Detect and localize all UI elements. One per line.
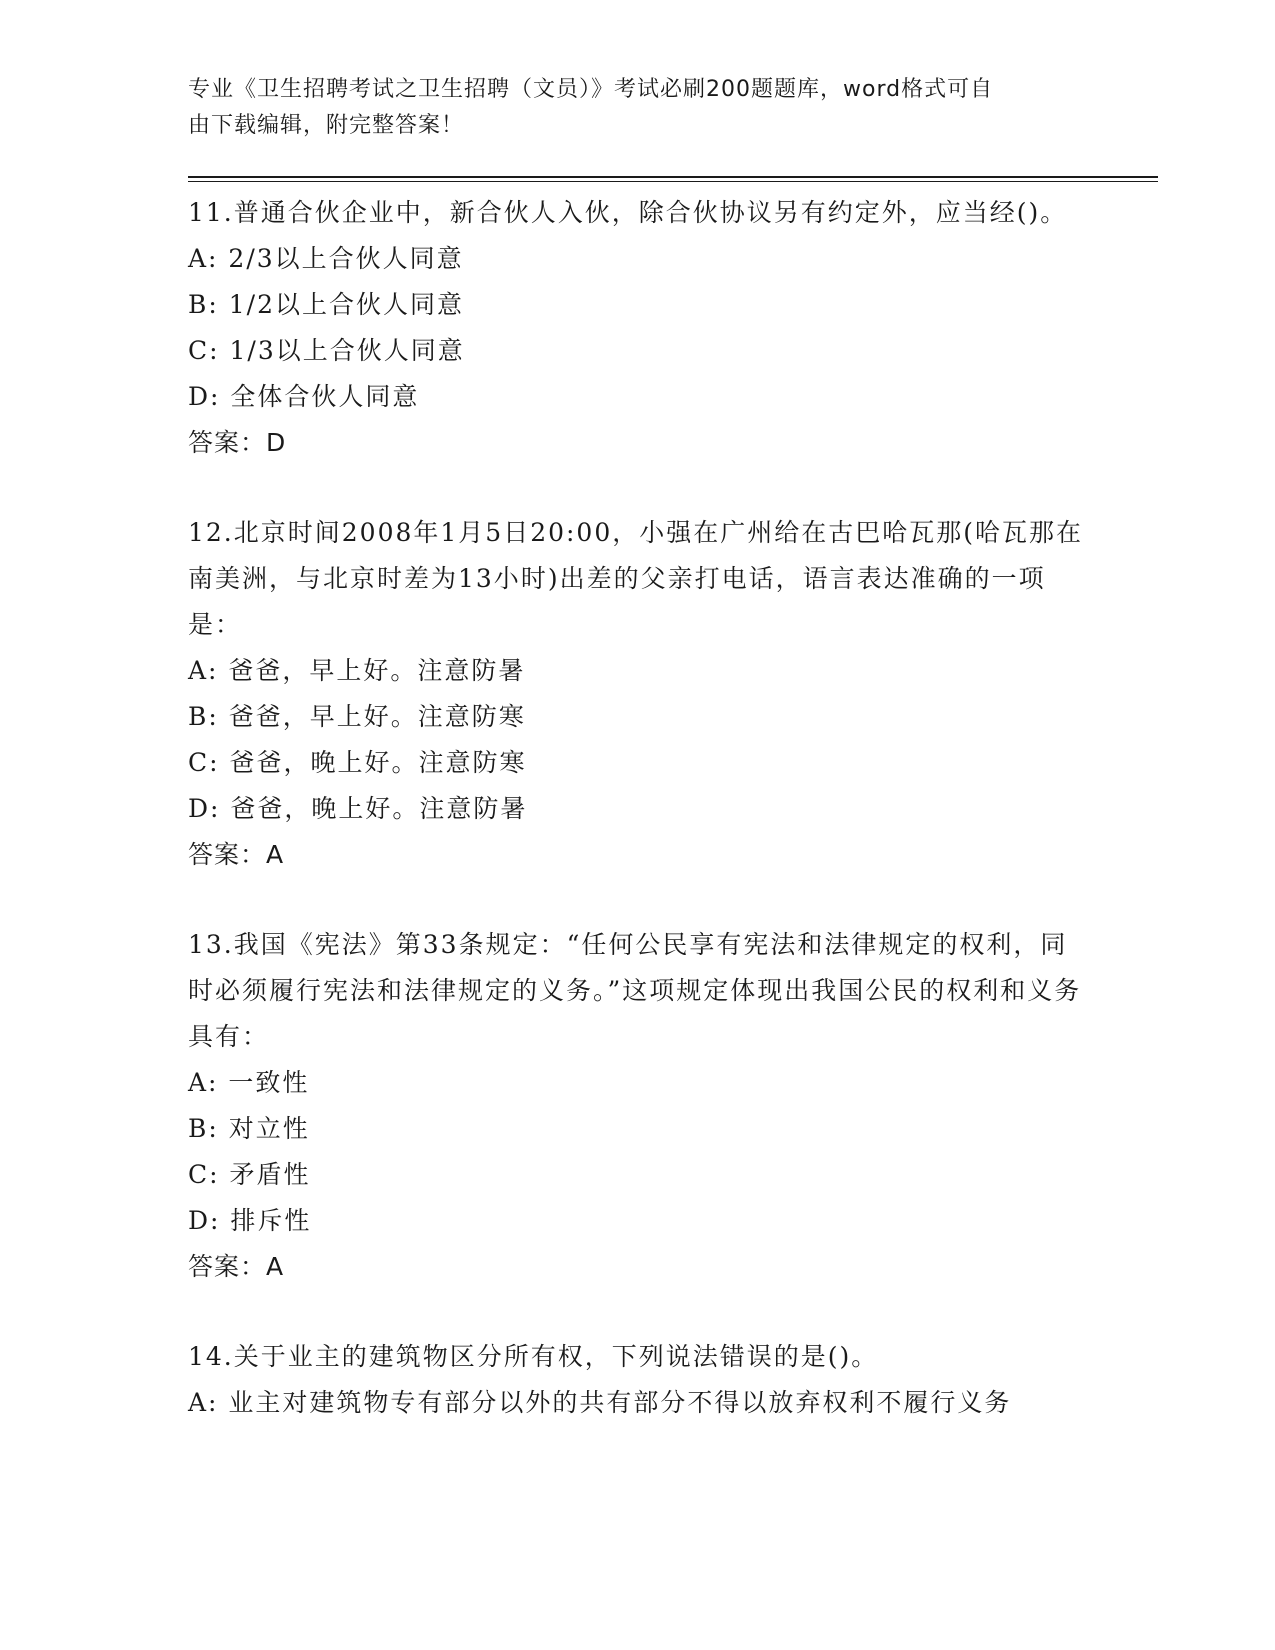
option-b: B: 1/2以上合伙人同意 bbox=[188, 290, 464, 319]
header-divider-thick bbox=[188, 176, 1158, 178]
option-a: A: 爸爸，早上好。注意防暑 bbox=[188, 656, 526, 685]
option-a: A: 一致性 bbox=[188, 1068, 310, 1097]
question-stem: 13.我国《宪法》第33条规定：“任何公民享有宪法和法律规定的权利，同时必须履行宪法和法律规定的义务。”这项规定体现出我国公民的权利和义务具有： bbox=[188, 930, 1082, 1051]
answer-line: 答案：A bbox=[188, 840, 285, 869]
header-divider-thin bbox=[188, 181, 1158, 182]
option-c: C: 爸爸，晚上好。注意防寒 bbox=[188, 748, 527, 777]
header-title-line2: 由下载编辑，附完整答案！ bbox=[188, 113, 465, 138]
document-header bbox=[188, 72, 1068, 144]
answer-line: 答案：A bbox=[188, 1252, 285, 1281]
option-c: C: 矛盾性 bbox=[188, 1160, 311, 1189]
option-a: A: 业主对建筑物专有部分以外的共有部分不得以放弃权利不履行义务 bbox=[188, 1388, 1012, 1417]
option-b: B: 对立性 bbox=[188, 1114, 310, 1143]
option-a: A: 2/3以上合伙人同意 bbox=[188, 244, 464, 273]
question-stem: 12.北京时间2008年1月5日20:00，小强在广州给在古巴哈瓦那(哈瓦那在南美洲，与北京时差为13小时)出差的父亲打电话，语言表达准确的一项是： bbox=[188, 518, 1083, 639]
question-stem: 14.关于业主的建筑物区分所有权，下列说法错误的是()。 bbox=[188, 1342, 879, 1371]
question-stem: 11.普通合伙企业中，新合伙人入伙，除合伙协议另有约定外，应当经()。 bbox=[188, 198, 1068, 227]
answer-line: 答案：D bbox=[188, 428, 287, 457]
question-14 bbox=[188, 1334, 1088, 1426]
question-list bbox=[188, 190, 1088, 1470]
question-12 bbox=[188, 510, 1088, 878]
option-d: D: 爸爸，晚上好。注意防暑 bbox=[188, 794, 528, 823]
header-title-line1: 专业《卫生招聘考试之卫生招聘（文员）》考试必刷200题题库，word格式可自 bbox=[188, 77, 994, 102]
option-d: D: 全体合伙人同意 bbox=[188, 382, 420, 411]
question-13 bbox=[188, 922, 1088, 1290]
option-c: C: 1/3以上合伙人同意 bbox=[188, 336, 465, 365]
option-d: D: 排斥性 bbox=[188, 1206, 312, 1235]
option-b: B: 爸爸，早上好。注意防寒 bbox=[188, 702, 526, 731]
question-11 bbox=[188, 190, 1088, 466]
